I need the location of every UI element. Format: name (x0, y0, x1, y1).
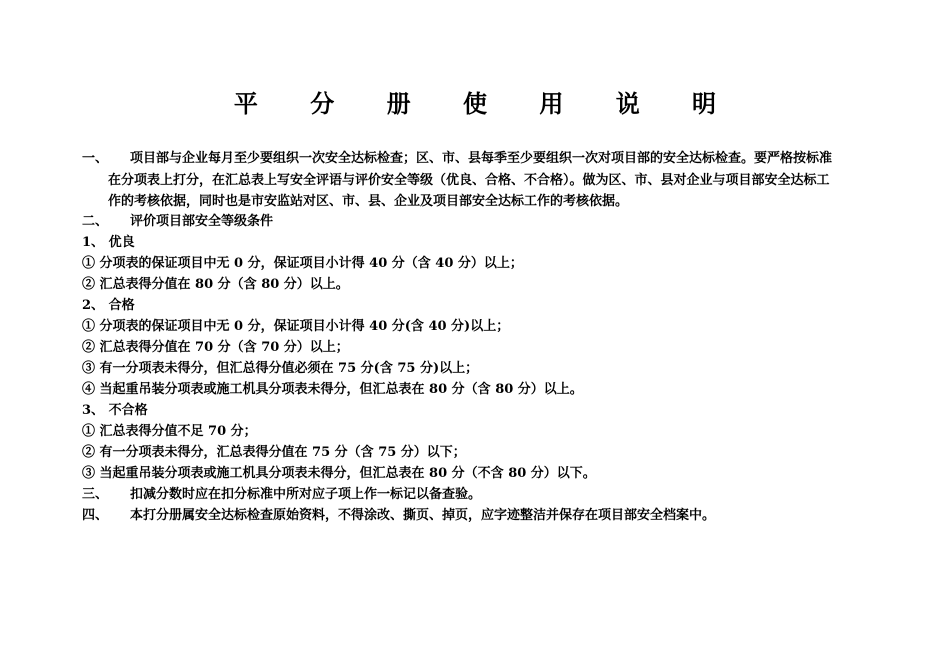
grade-2-item-2: ② 汇总表得分值在 70 分（含 70 分）以上； (82, 340, 349, 355)
section-1-number: 一、 (82, 151, 109, 166)
section-1-line-2: 在分项表上打分，在汇总表上写安全评语与评价安全等级（优良、合格、不合格）。做为区、市、县对企业与项目部安全达标工 (108, 173, 830, 188)
grade-1-item-1: ① 分项表的保证项目中无 0 分，保证项目小计得 40 分（含 40 分）以上； (82, 256, 523, 271)
document-title: 平 分 册 使 用 说 明 (233, 89, 739, 118)
grade-3-item-1: ① 汇总表得分值不足 70 分； (82, 424, 257, 439)
section-1-line-1: 项目部与企业每月至少要组织一次安全达标检查；区、市、县每季至少要组织一次对项目部的安全达标检查。要严格按标准 (130, 151, 833, 166)
grade-1-item-2: ② 汇总表得分值在 80 分（含 80 分）以上。 (82, 277, 349, 292)
section-4-number: 四、 (82, 508, 109, 523)
section-3-number: 三、 (82, 487, 109, 502)
grade-1-heading: 1、 优良 (82, 235, 135, 250)
grade-2-item-4: ④ 当起重吊装分项表或施工机具分项表未得分，但汇总表在 80 分（含 80 分）以上。 (82, 382, 583, 397)
grade-3-item-2: ② 有一分项表未得分，汇总表得分值在 75 分（含 75 分）以下； (82, 445, 466, 460)
section-2-number: 二、 (82, 214, 109, 229)
section-3-text: 扣减分数时应在扣分标准中所对应子项上作一标记以备查验。 (130, 487, 482, 502)
section-1-line-3: 作的考核依据，同时也是市安监站对区、市、县、企业及项目部安全达标工作的考核依据。 (108, 194, 629, 209)
section-2-text: 评价项目部安全等级条件 (130, 214, 274, 229)
section-4-text: 本打分册属安全达标检查原始资料，不得涂改、撕页、掉页，应字迹整洁并保存在项目部安全档案中。 (130, 508, 716, 523)
grade-3-heading: 3、 不合格 (82, 403, 148, 418)
grade-2-item-3: ③ 有一分项表未得分，但汇总得分值必须在 75 分(含 75 分)以上； (82, 361, 479, 376)
grade-2-heading: 2、 合格 (82, 298, 135, 313)
grade-3-item-3: ③ 当起重吊装分项表或施工机具分项表未得分，但汇总表在 80 分（不含 80 分）以下。 (82, 466, 596, 481)
grade-2-item-1: ① 分项表的保证项目中无 0 分，保证项目小计得 40 分(含 40 分)以上； (82, 319, 510, 334)
